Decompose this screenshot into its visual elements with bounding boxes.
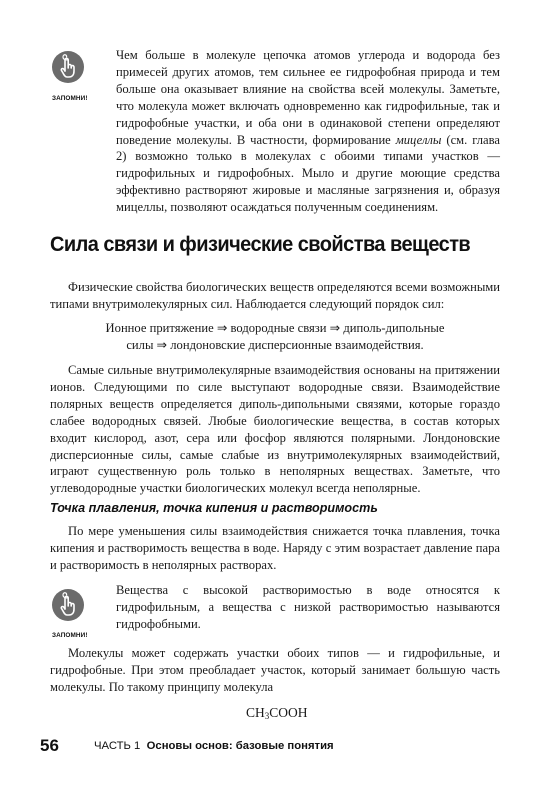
remember-icon <box>52 51 84 83</box>
acetic-acid-formula: $CH_3COOH$ <box>246 705 308 721</box>
running-footer <box>94 740 334 752</box>
force-order-line-1: Ионное притяжение ⇒ водородные связи ⇒ диполь-дипольные <box>105 321 445 335</box>
paragraph-molecules: Молекулы может содержать участки обоих типов — и гидрофильные, и гидрофобные. При этом преобладает участок, который занимает большую часть молекулы. По такому принципу молекула <box>50 646 500 694</box>
remember-label: ЗАПОМНИ! <box>52 95 88 102</box>
footer-title: Основы основ: базовые понятия <box>146 740 334 752</box>
remember-note-text: Чем больше в молекуле цепочка атомов углерода и водорода без примесей других атомов, тем сильнее ее гидрофобная природа и тем больше она оказывает влияние на свойства всей молекулы. Заметьте, что молекула может включать одновременно как гидрофильные, так и гидрофобные участки, и оба они в одинаковой степени определяют поведение молекулы. В частности, формирование мицеллы (см. глава 2) возможно только в молекулах с обоими типами участков — гидрофильных и гидрофобных. Мыло и другие моющие средства эффективно растворяют жировые и масляные загрязнения и, образуя мицеллы, позволяют осаждаться полученным соединениям. <box>116 48 501 215</box>
paragraph-melting: По мере уменьшения силы взаимодействия снижается точка плавления, точка кипения и растворимость вещества в воде. Наряду с этим возрастает давление пара и растворимость в неполярных растворах. <box>50 524 500 572</box>
section-heading: Сила связи и физические свойства веществ <box>50 232 471 256</box>
footer-part: ЧАСТЬ 1 <box>94 740 141 752</box>
page-number: 56 <box>40 736 59 755</box>
subsection-heading: Точка плавления, точка кипения и растворимость <box>50 501 378 515</box>
paragraph-forces: Самые сильные внутримолекулярные взаимодействия основаны на притяжении ионов. Следующими по силе выступают водородные связи. Взаимодействие полярных веществ определяется диполь-дипольными связями, которые гораздо слабее водородных связей. Любые биологические вещества, в состав которых входит кислород, азот, сера или фосфор являются полярными. Лондоновские дисперсионные силы, самые слабые из внутримолекулярных взаимодействий, играют существенную роль только в неполярных веществах. Заметьте, что углеводородные участки биологических молекул всегда неполярные. <box>50 363 500 496</box>
micelle-term: мицеллы <box>395 132 442 147</box>
remember-note-2-text: Вещества с высокой растворимостью в воде относятся к гидрофильным, а вещества с низкой растворимостью называются гидрофобными. <box>116 583 500 631</box>
remember-icon <box>52 589 84 621</box>
force-order-line-2: силы ⇒ лондоновские дисперсионные взаимодействия. <box>126 338 424 352</box>
paragraph-intro: Физические свойства биологических веществ определяются всеми возможными типами внутримолекулярных сил. Наблюдается следующий порядок сил: <box>50 280 500 311</box>
remember-label: ЗАПОМНИ! <box>52 632 88 639</box>
